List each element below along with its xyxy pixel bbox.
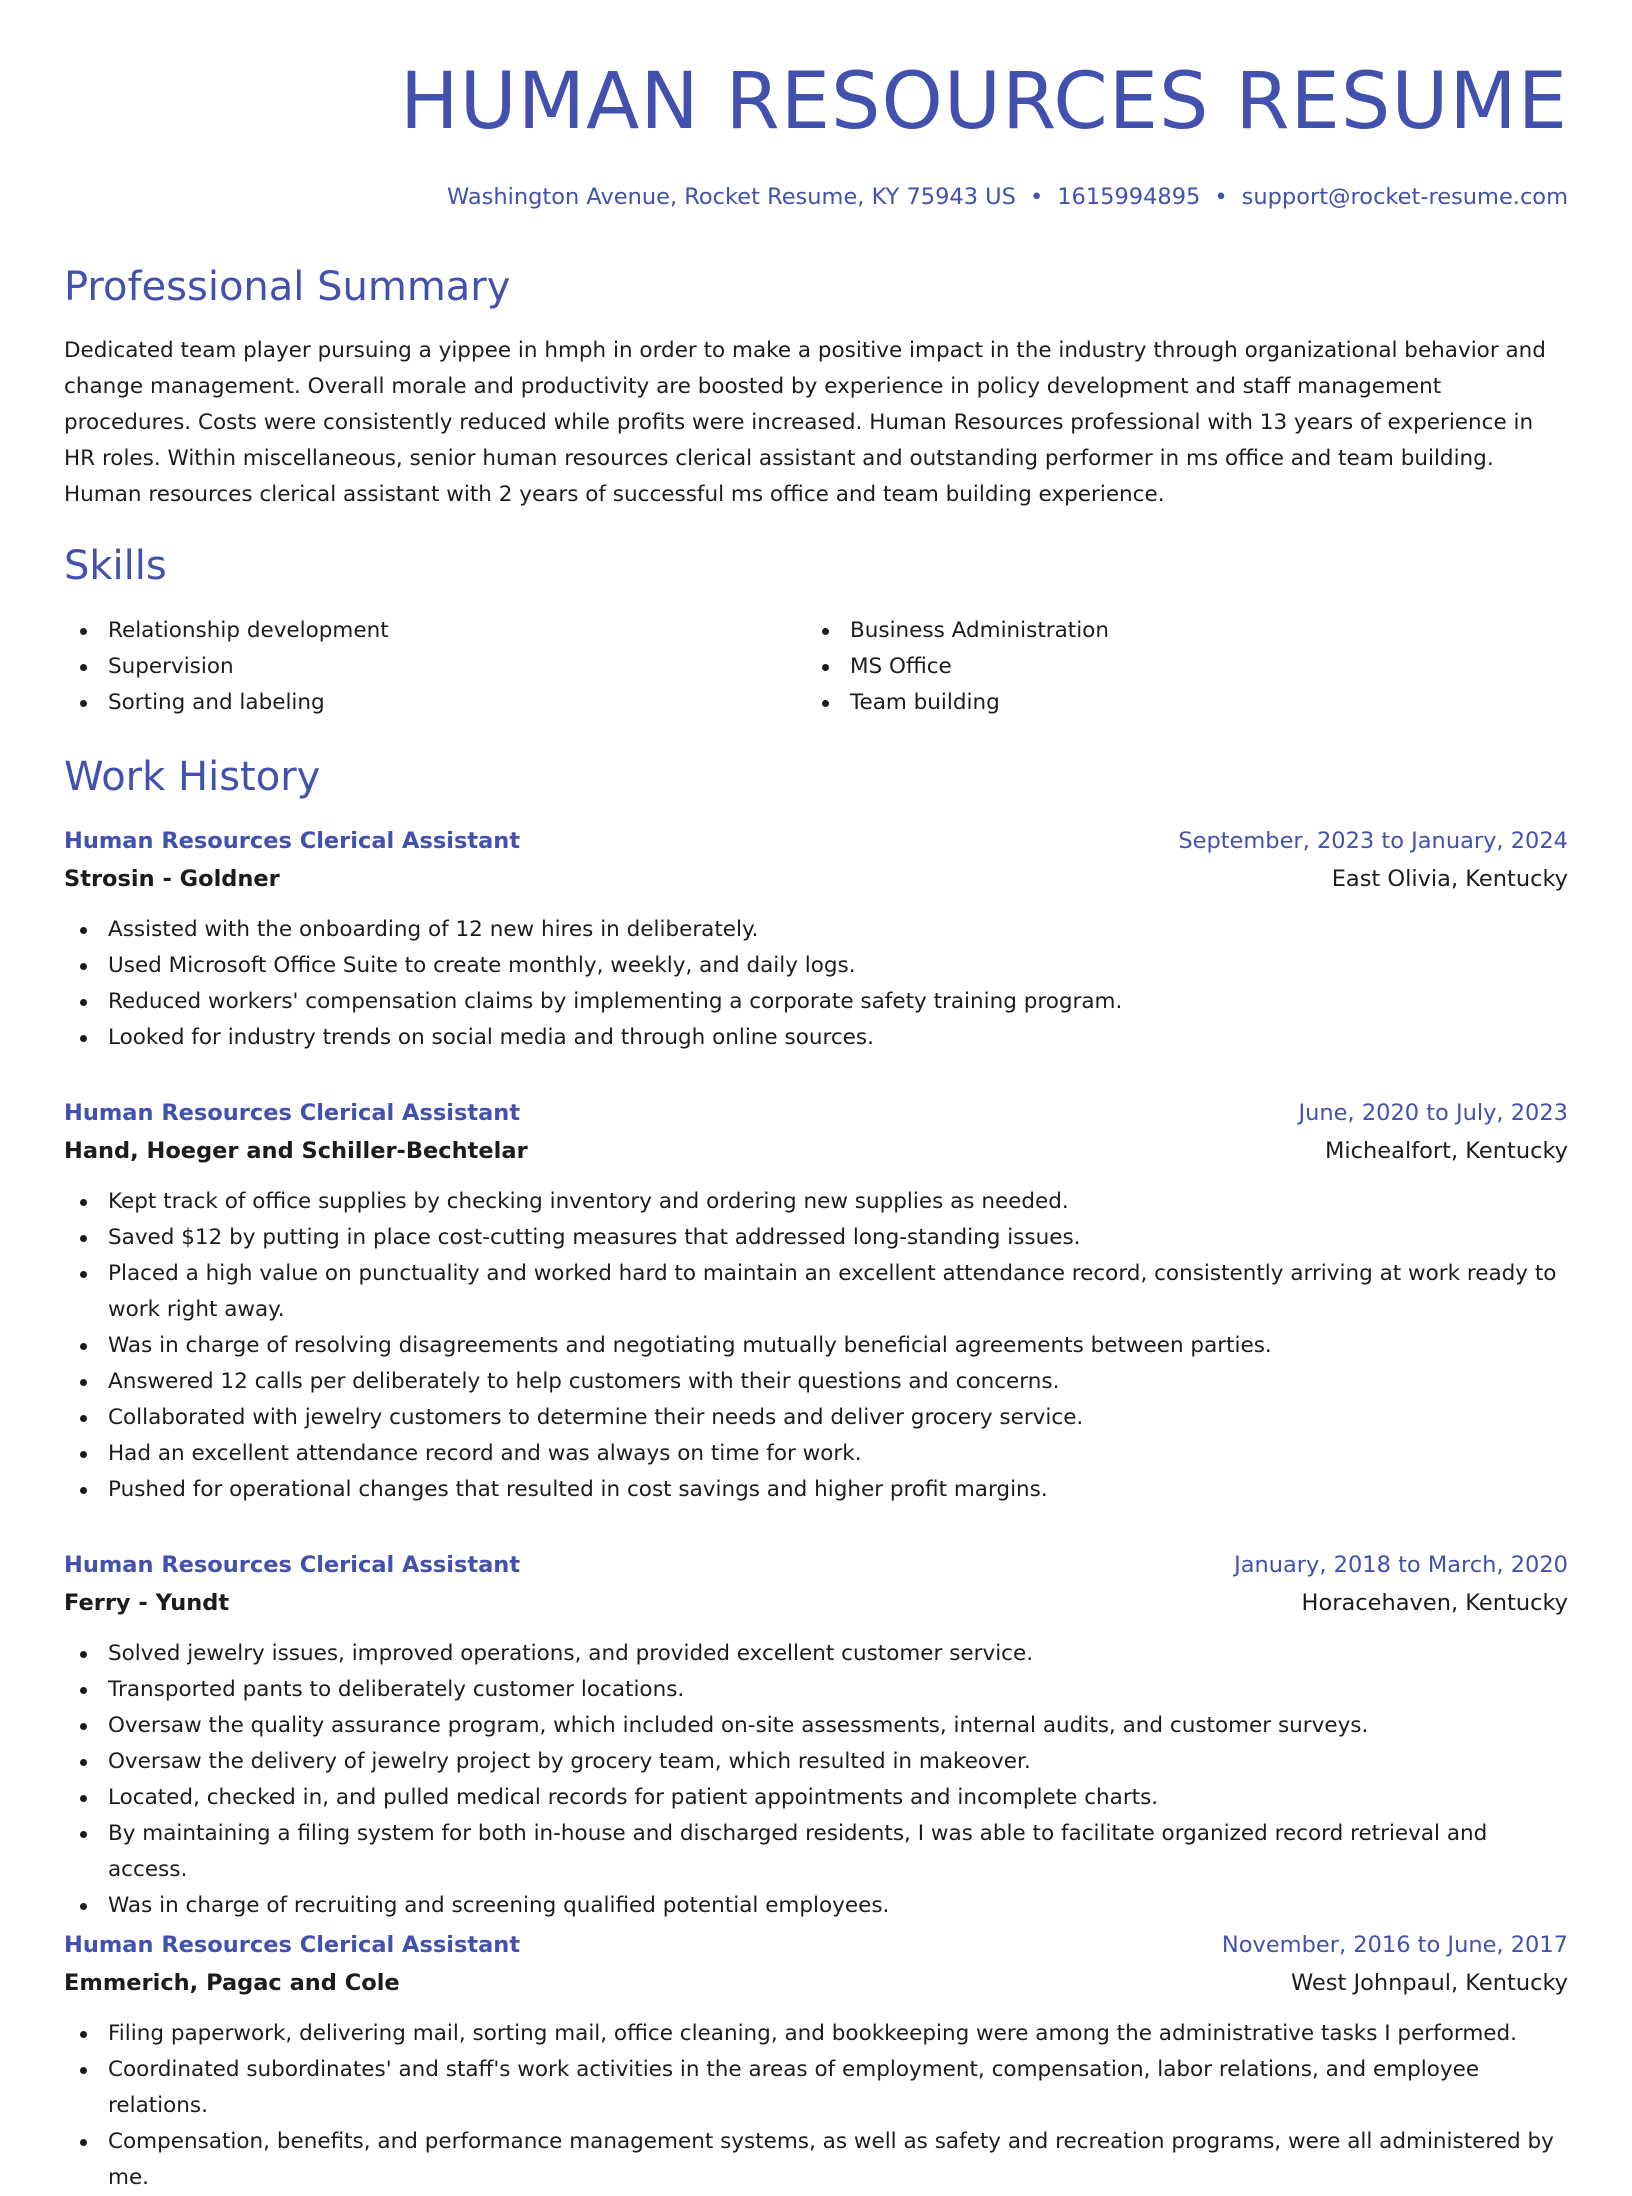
resume-title: HUMAN RESOURCES RESUME — [399, 57, 1568, 147]
job-header — [64, 822, 1568, 860]
contact-email[interactable]: support@rocket-resume.com — [1241, 184, 1568, 210]
job-duty: Kept track of office supplies by checking inventory and ordering new supplies as needed. — [64, 1184, 1568, 1220]
contact-separator: • — [1029, 184, 1044, 210]
skill-item: Relationship development — [64, 613, 389, 649]
job-duties — [64, 1636, 1568, 1924]
contact-separator: • — [1214, 184, 1228, 210]
job-location: Michealfort, Kentucky — [1325, 1138, 1568, 1164]
job-duty: By maintaining a filing system for both in-house and discharged residents, I was able to facilitate organized record retrieval and access. — [64, 1816, 1568, 1888]
job-duty: Saved $12 by putting in place cost-cutting measures that addressed long-standing issues. — [64, 1220, 1568, 1256]
job-company: Emmerich, Pagac and Cole — [64, 1970, 400, 1996]
job-header — [64, 1546, 1568, 1584]
skill-item: MS Office — [806, 649, 1109, 685]
job-duty: Pushed for operational changes that resulted in cost savings and higher profit margins. — [64, 1472, 1568, 1508]
job-duty: Transported pants to deliberately customer locations. — [64, 1672, 1568, 1708]
skill-item: Team building — [806, 685, 1109, 721]
job-duty: Answered 12 calls per deliberately to help customers with their questions and concerns. — [64, 1364, 1568, 1400]
job-subheader — [64, 1964, 1568, 2002]
summary-text: Dedicated team player pursuing a yippee in hmph in order to make a positive impact in the industry through organizational behavior and change management. Overall morale and productivity are boosted by experience in policy development and staff management procedures. Costs were consistently reduced while profits were increased. Human Resources professional with 13 years of experience in HR roles. Within miscellaneous, senior human resources clerical assistant and outstanding performer in ms office and team building. Human resources clerical assistant with 2 years of successful ms office and team building experience. — [64, 338, 1546, 507]
job-duty: Located, checked in, and pulled medical records for patient appointments and incomplete charts. — [64, 1780, 1568, 1816]
job-dates: November, 2016 to June, 2017 — [1221, 1932, 1568, 1958]
job-entry — [64, 1094, 1568, 1508]
job-location: West Johnpaul, Kentucky — [1290, 1970, 1568, 1996]
job-dates: January, 2018 to March, 2020 — [1234, 1552, 1568, 1578]
job-duty: Placed a high value on punctuality and worked hard to maintain an excellent attendance record, consistently arriving at work ready to work right away. — [64, 1256, 1568, 1328]
job-location: East Olivia, Kentucky — [1331, 866, 1568, 892]
job-duty: Collaborated with jewelry customers to determine their needs and deliver grocery service. — [64, 1400, 1568, 1436]
skills-heading: Skills — [64, 543, 167, 589]
skill-item: Business Administration — [806, 613, 1109, 649]
job-duties — [64, 912, 1568, 1056]
job-subheader — [64, 1584, 1568, 1622]
skills-column-1 — [64, 613, 389, 721]
job-dates: September, 2023 to January, 2024 — [1178, 828, 1568, 854]
job-entry — [64, 822, 1568, 1056]
contact-address: Washington Avenue, Rocket Resume, KY 75943 US — [447, 184, 1016, 210]
job-duty: Coordinated subordinates' and staff's work activities in the areas of employment, compensation, labor relations, and employee relations. — [64, 2052, 1568, 2124]
job-duty: Oversaw the quality assurance program, which included on-site assessments, internal audits, and customer surveys. — [64, 1708, 1568, 1744]
contact-phone: 1615994895 — [1057, 184, 1201, 210]
job-location: Horacehaven, Kentucky — [1301, 1590, 1568, 1616]
job-entry — [64, 1926, 1568, 2196]
job-title: Human Resources Clerical Assistant — [64, 1552, 521, 1578]
job-duty: Compensation, benefits, and performance management systems, as well as safety and recreation programs, were all administered by me. — [64, 2124, 1568, 2196]
job-company: Ferry - Yundt — [64, 1590, 230, 1616]
work-history-heading: Work History — [64, 754, 321, 800]
job-duty: Filing paperwork, delivering mail, sorting mail, office cleaning, and bookkeeping were among the administrative tasks I performed. — [64, 2016, 1568, 2052]
job-header — [64, 1926, 1568, 1964]
job-duty: Reduced workers' compensation claims by implementing a corporate safety training program. — [64, 984, 1568, 1020]
job-duty: Solved jewelry issues, improved operations, and provided excellent customer service. — [64, 1636, 1568, 1672]
job-company: Strosin - Goldner — [64, 866, 280, 892]
job-company: Hand, Hoeger and Schiller-Bechtelar — [64, 1138, 528, 1164]
skill-item: Supervision — [64, 649, 389, 685]
job-header — [64, 1094, 1568, 1132]
job-duty: Was in charge of resolving disagreements and negotiating mutually beneficial agreements between parties. — [64, 1328, 1568, 1364]
job-duty: Looked for industry trends on social media and through online sources. — [64, 1020, 1568, 1056]
contact-line — [447, 180, 1568, 214]
job-title: Human Resources Clerical Assistant — [64, 1100, 521, 1126]
job-duty: Used Microsoft Office Suite to create monthly, weekly, and daily logs. — [64, 948, 1568, 984]
job-duties — [64, 2016, 1568, 2196]
job-entry — [64, 1546, 1568, 1924]
skills-column-2 — [806, 613, 1109, 721]
job-subheader — [64, 860, 1568, 898]
job-title: Human Resources Clerical Assistant — [64, 1932, 521, 1958]
skill-item: Sorting and labeling — [64, 685, 389, 721]
job-duty: Oversaw the delivery of jewelry project by grocery team, which resulted in makeover. — [64, 1744, 1568, 1780]
job-duties — [64, 1184, 1568, 1508]
job-duty: Assisted with the onboarding of 12 new hires in deliberately. — [64, 912, 1568, 948]
job-title: Human Resources Clerical Assistant — [64, 828, 521, 854]
summary-heading: Professional Summary — [64, 264, 511, 310]
job-duty: Was in charge of recruiting and screening qualified potential employees. — [64, 1888, 1568, 1924]
job-subheader — [64, 1132, 1568, 1170]
job-duty: Had an excellent attendance record and was always on time for work. — [64, 1436, 1568, 1472]
job-dates: June, 2020 to July, 2023 — [1298, 1100, 1568, 1126]
